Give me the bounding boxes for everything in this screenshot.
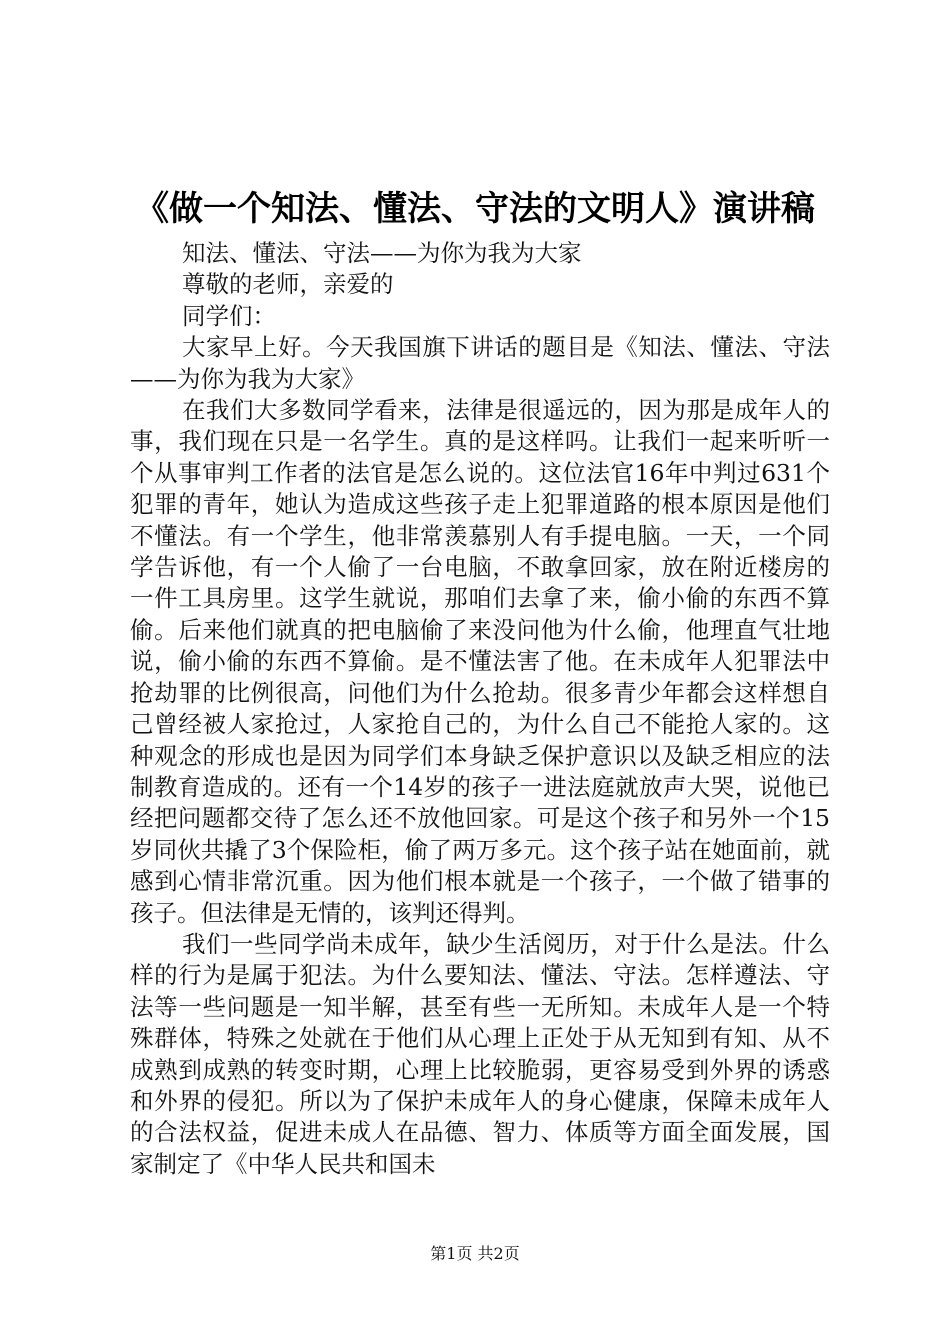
paragraph-story: 在我们大多数同学看来，法律是很遥远的，因为那是成年人的事，我们现在只是一名学生。真的是这样吗。让我们一起来听听一个从事审判工作者的法官是怎么说的。这位法官16年中判过631个犯罪的青年，她认为造成这些孩子走上犯罪道路的根本原因是他们不懂法。有一个学生，他非常羡慕别人有手提电脑。一天，一个同学告诉他，有一个人偷了一台电脑，不敢拿回家，放在附近楼房的一件工具房里。这学生就说，那咱们去拿了来，偷小偷的东西不算偷。后来他们就真的把电脑偷了来没问他为什么偷，他理直气壮地说，偷小偷的东西不算偷。是不懂法害了他。在未成年人犯罪法中抢劫罪的比例很高，问他们为什么抢劫。很多青少年都会这样想自己曾经被人家抢过，人家抢自己的，为什么自己不能抢人家的。这种观念的形成也是因为同学们本身缺乏保护意识以及缺乏相应的法制教育造成的。还有一个14岁的孩子一进法庭就放声大哭，说他已经把问题都交待了怎么还不放他回家。可是这个孩子和另外一个15岁同伙共撬了3个保险柜，偷了两万多元。这个孩子站在她面前，就感到心情非常沉重。因为他们根本就是一个孩子，一个做了错事的孩子。但法律是无情的，该判还得判。 (130, 396, 830, 927)
paragraph-minors: 我们一些同学尚未成年，缺少生活阅历，对于什么是法。什么样的行为是属于犯法。为什么要知法、懂法、守法。怎样遵法、守法等一些问题是一知半解，甚至有些一无所知。未成年人是一个特殊群体，特殊之处就在于他们从心理上正处于从无知到有知、从不成熟到成熟的转变时期，心理上比较脆弱，更容易受到外界的诱惑和外界的侵犯。所以为了保护未成年人的身心健康，保障未成年人的合法权益，促进未成人在品德、智力、体质等方面全面发展，国家制定了《中华人民共和国未 (130, 929, 830, 1178)
paragraph-salutation: 尊敬的老师，亲爱的 (182, 270, 394, 299)
document-title: 《做一个知法、懂法、守法的文明人》演讲稿 (135, 189, 815, 229)
paragraph-salutation-cont: 同学们： (182, 301, 276, 330)
document-body (130, 238, 830, 1180)
page-footer: 第1页 共2页 (430, 1244, 520, 1263)
paragraph-subtitle: 知法、懂法、守法——为你为我为大家 (182, 239, 582, 267)
paragraph-greeting: 大家早上好。今天我国旗下讲话的题目是《知法、懂法、守法——为你为我为大家》 (130, 333, 830, 393)
